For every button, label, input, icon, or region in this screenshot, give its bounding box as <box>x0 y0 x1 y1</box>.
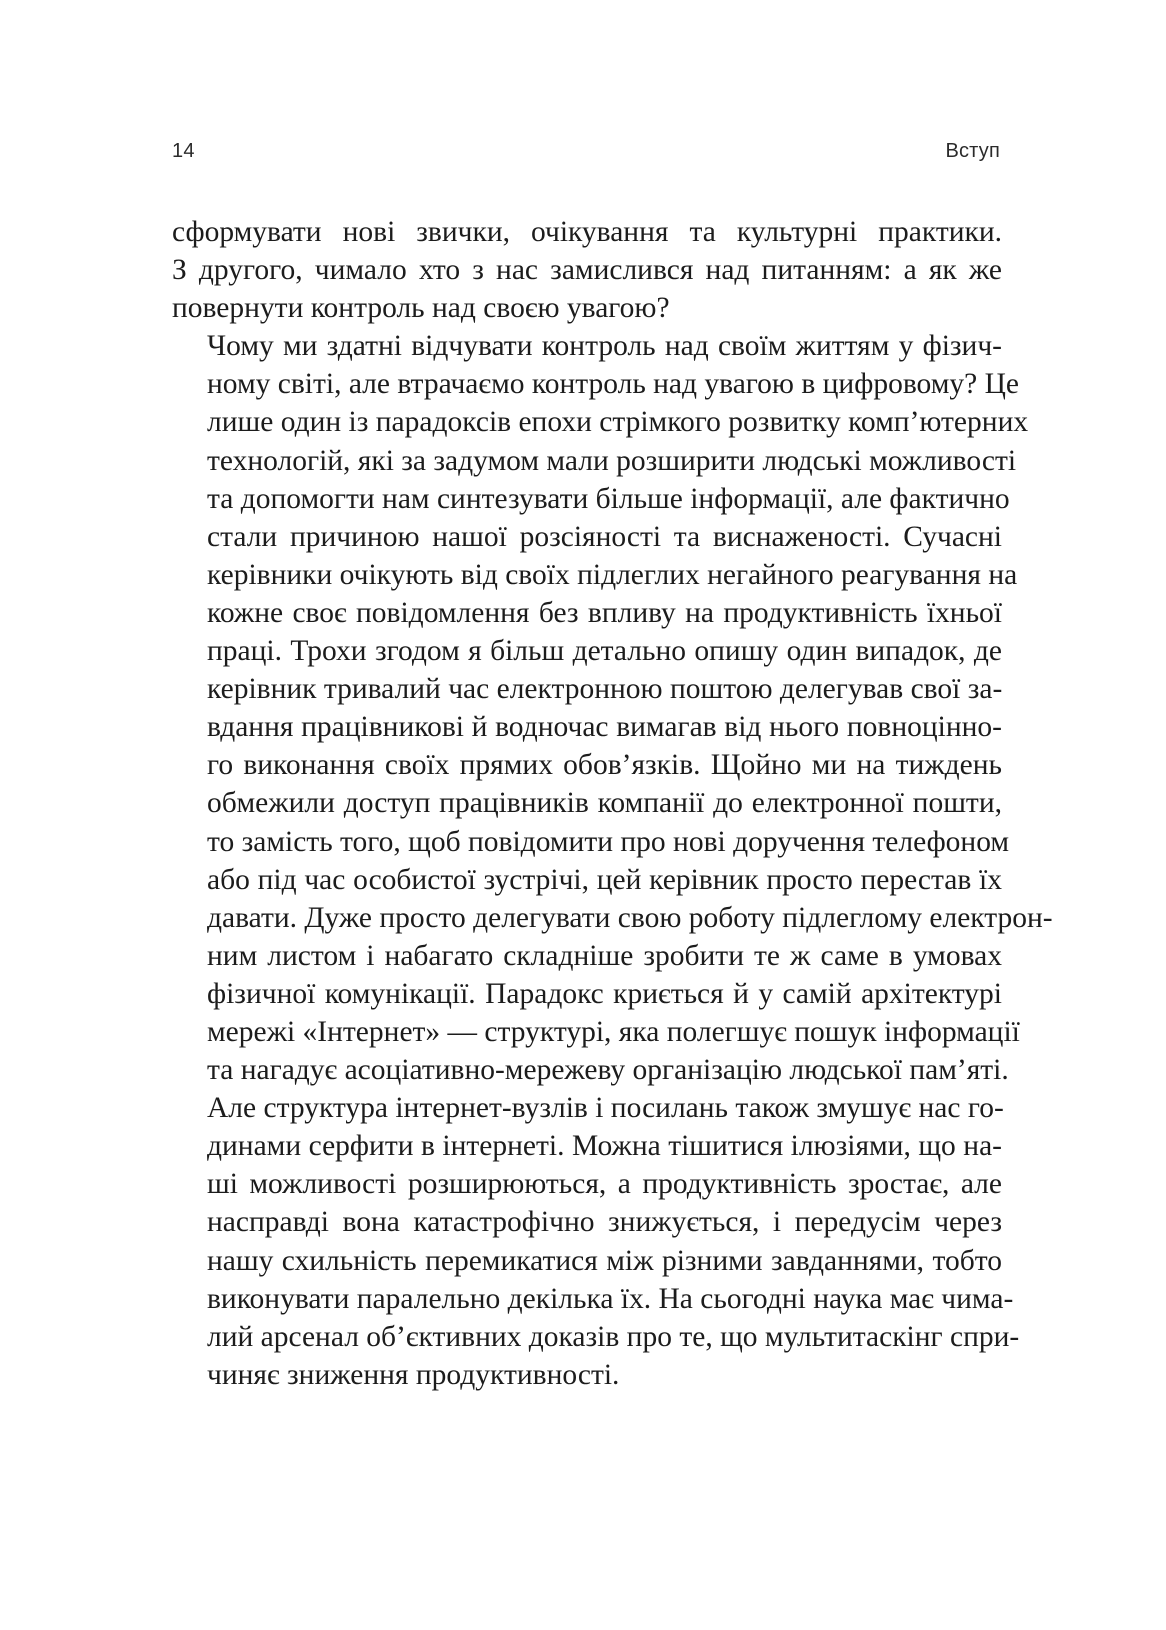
text-line: ному світі, але втрачаємо контроль над увагою в цифровому? Це <box>207 368 1020 401</box>
text-line: З другого, чимало хто з нас замислився над питанням: а як же <box>172 254 1002 287</box>
text-line: стали причиною нашої розсіяності та виснаженості. Сучасні <box>207 520 1002 553</box>
text-line: мережі «Інтернет» — структурі, яка полегшує пошук інформації <box>207 1015 1020 1048</box>
text-line: та нагадує асоціативно-мережеву організацію людської пам’яті. <box>207 1054 1009 1087</box>
text-line: та допомогти нам синтезувати більше інформації, але фактично <box>207 482 1010 515</box>
chapter-label: Вступ <box>945 140 1000 162</box>
body-text-block <box>172 213 1053 1394</box>
text-line: вдання працівникові й водночас вимагав від нього повноцінно- <box>207 711 1002 744</box>
text-line: ним листом і набагато складніше зробити те ж саме в умовах <box>207 939 1002 972</box>
text-line: ші можливості розширюються, а продуктивність зростає, але <box>207 1168 1002 1201</box>
text-line: нашу схильність перемикатися між різними завданнями, тобто <box>207 1244 1002 1277</box>
text-line: го виконання своїх прямих обов’язків. Щойно ми на тиждень <box>207 749 1002 782</box>
text-line: насправді вона катастрофічно знижується, і передусім через <box>207 1206 1002 1239</box>
text-line: праці. Трохи згодом я більш детально опишу один випадок, де <box>207 635 1002 668</box>
text-line: динами серфити в інтернеті. Можна тішитися ілюзіями, що на- <box>207 1130 1002 1163</box>
text-line: або під час особистої зустрічі, цей керівник просто перестав їх <box>207 863 1002 896</box>
text-line: керівник тривалий час електронною поштою делегував свої за- <box>207 673 1003 706</box>
text-line: Але структура інтернет-вузлів і посилань також змушує нас го- <box>207 1092 1004 1125</box>
text-line: виконувати паралельно декілька їх. На сьогодні наука має чима- <box>207 1282 1014 1315</box>
paragraph-main <box>172 327 1053 1394</box>
page-number: 14 <box>172 140 195 162</box>
text-line: Чому ми здатні відчувати контроль над своїм життям у фізич- <box>207 330 1002 363</box>
text-line: чиняє зниження продуктивності. <box>207 1358 620 1391</box>
running-head <box>172 140 1000 163</box>
text-line: то замість того, щоб повідомити про нові доручення телефоном <box>207 825 1010 858</box>
text-line: сформувати нові звички, очікування та культурні практики. <box>172 216 1002 248</box>
text-line: технологій, які за задумом мали розширити людські можливості <box>207 444 1017 477</box>
text-line: давати. Дуже просто делегувати свою роботу підлеглому електрон- <box>207 901 1053 934</box>
text-line: обмежили доступ працівників компанії до електронної пошти, <box>207 787 1002 820</box>
text-line: лий арсенал об’єктивних доказів про те, що мультитаскінг спри- <box>207 1320 1020 1353</box>
text-line: повернути контроль над своєю увагою? <box>172 292 670 325</box>
text-line: фізичної комунікації. Парадокс криється й у самій архітектурі <box>207 977 1002 1010</box>
paragraph-continued <box>172 213 1002 327</box>
text-line: лише один із парадоксів епохи стрімкого розвитку комп’ютерних <box>207 406 1029 439</box>
text-line: керівники очікують від своїх підлеглих негайного реагування на <box>207 558 1018 591</box>
text-line: кожне своє повідомлення без впливу на продуктивність їхньої <box>207 596 1002 629</box>
